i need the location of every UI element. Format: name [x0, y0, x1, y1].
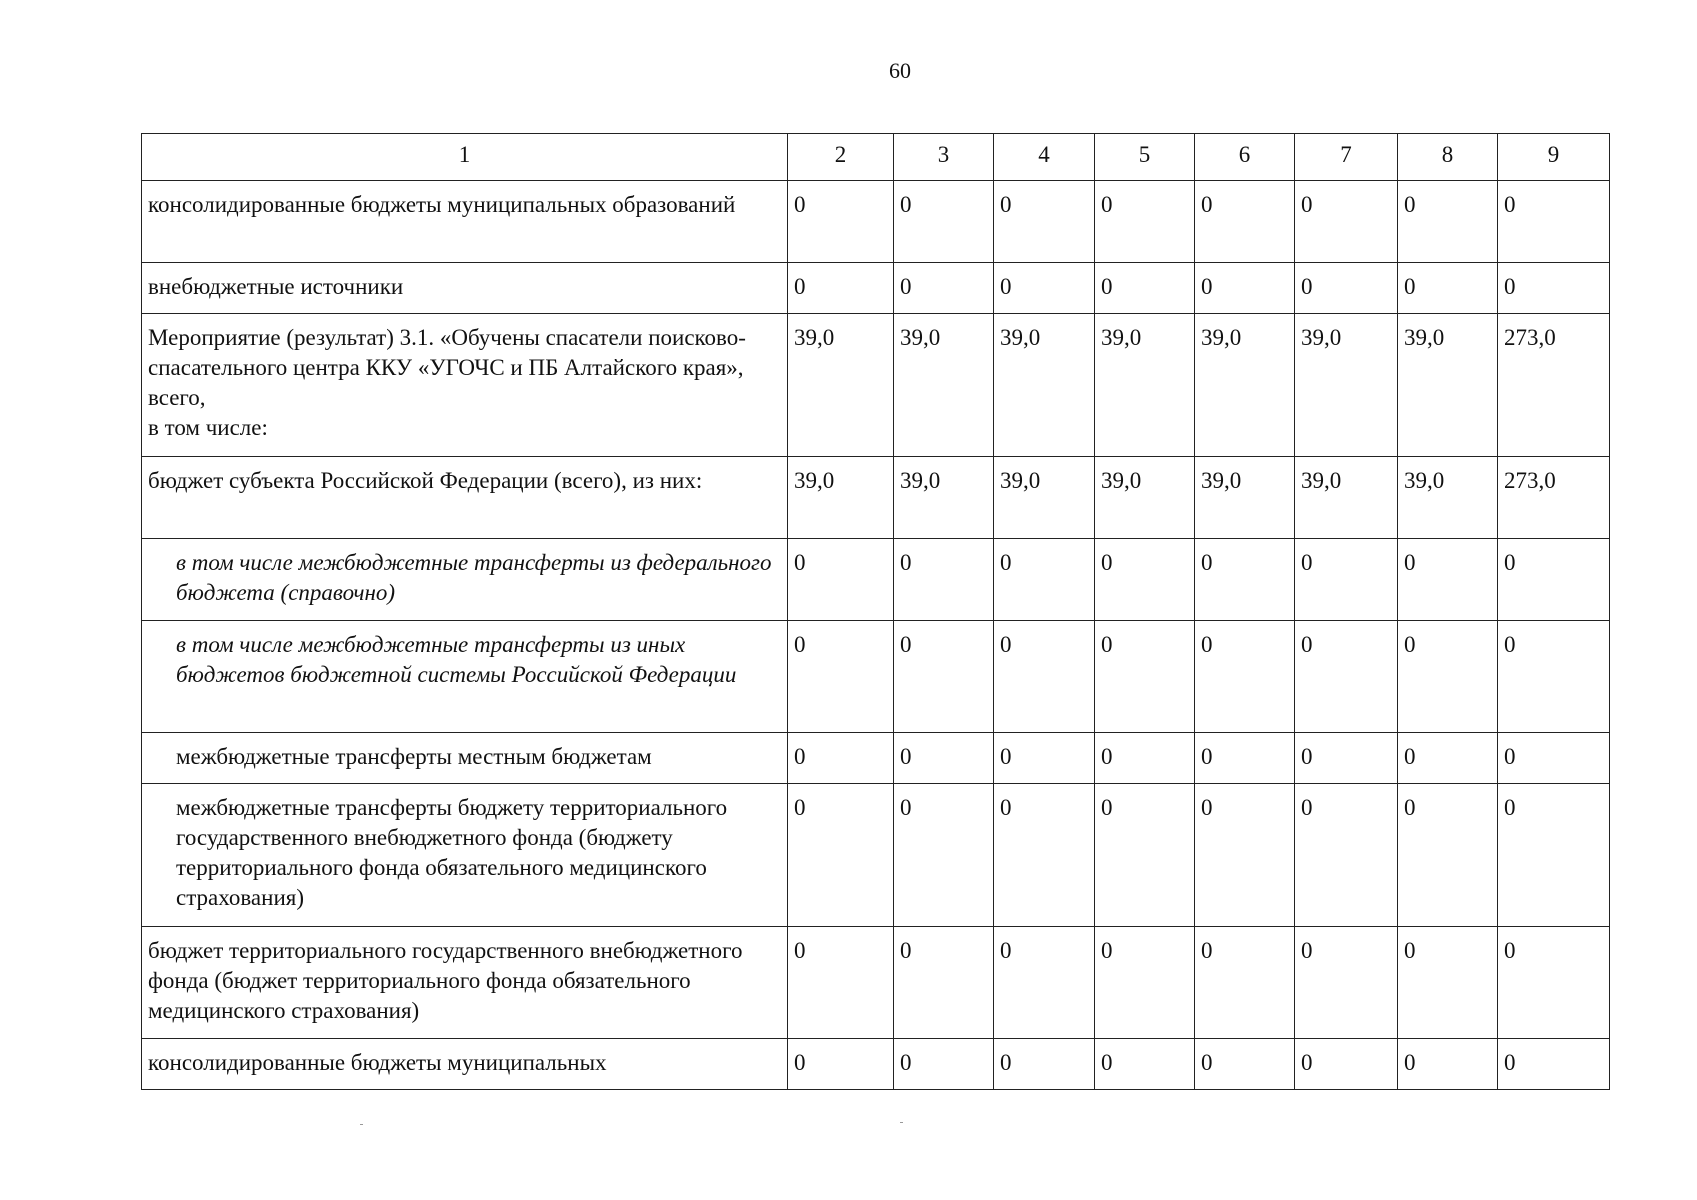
value-cell-col-5: 0	[1095, 181, 1195, 263]
value-cell-col-2: 39,0	[788, 314, 894, 457]
value-cell-col-4: 0	[994, 927, 1095, 1039]
value-cell-col-5: 0	[1095, 733, 1195, 784]
value-cell-col-6: 0	[1195, 539, 1295, 621]
column-header-5: 5	[1095, 134, 1195, 181]
scan-speck	[900, 1122, 903, 1123]
row-label: Мероприятие (результат) 3.1. «Обучены спасатели поисково-спасательного центра ККУ «УГОЧС и ПБ Алтайского края», всего, в том числе:	[142, 314, 788, 457]
value-cell-col-2: 0	[788, 1039, 894, 1090]
value-cell-col-6: 0	[1195, 784, 1295, 927]
value-cell-col-2: 0	[788, 181, 894, 263]
value-cell-col-3: 0	[894, 181, 994, 263]
value-cell-col-4: 0	[994, 1039, 1095, 1090]
value-cell-col-2: 0	[788, 927, 894, 1039]
table-row	[142, 539, 1610, 621]
value-cell-col-6: 0	[1195, 733, 1295, 784]
row-label: межбюджетные трансферты местным бюджетам	[142, 733, 788, 784]
value-cell-col-7: 0	[1295, 927, 1398, 1039]
scan-speck	[360, 1124, 363, 1125]
value-cell-col-8: 0	[1398, 263, 1498, 314]
value-cell-col-4: 0	[994, 539, 1095, 621]
value-cell-col-7: 0	[1295, 733, 1398, 784]
value-cell-col-4: 0	[994, 621, 1095, 733]
value-cell-col-2: 0	[788, 621, 894, 733]
value-cell-col-9: 0	[1498, 733, 1610, 784]
value-cell-col-3: 0	[894, 539, 994, 621]
table-row	[142, 733, 1610, 784]
column-header-3: 3	[894, 134, 994, 181]
value-cell-col-7: 0	[1295, 621, 1398, 733]
row-label: бюджет территориального государственного внебюджетного фонда (бюджет территориального фонда обязательного медицинского страхования)	[142, 927, 788, 1039]
value-cell-col-6: 39,0	[1195, 314, 1295, 457]
column-header-4: 4	[994, 134, 1095, 181]
table-row	[142, 263, 1610, 314]
value-cell-col-7: 0	[1295, 1039, 1398, 1090]
value-cell-col-7: 0	[1295, 263, 1398, 314]
value-cell-col-2: 39,0	[788, 457, 894, 539]
value-cell-col-3: 0	[894, 784, 994, 927]
value-cell-col-5: 0	[1095, 263, 1195, 314]
value-cell-col-8: 0	[1398, 927, 1498, 1039]
value-cell-col-8: 0	[1398, 181, 1498, 263]
value-cell-col-8: 39,0	[1398, 457, 1498, 539]
value-cell-col-7: 0	[1295, 539, 1398, 621]
table-row	[142, 621, 1610, 733]
value-cell-col-3: 0	[894, 927, 994, 1039]
row-label: консолидированные бюджеты муниципальных	[142, 1039, 788, 1090]
table-header	[142, 134, 1610, 181]
value-cell-col-5: 39,0	[1095, 314, 1195, 457]
value-cell-col-9: 273,0	[1498, 457, 1610, 539]
value-cell-col-2: 0	[788, 733, 894, 784]
value-cell-col-7: 0	[1295, 784, 1398, 927]
value-cell-col-3: 39,0	[894, 314, 994, 457]
row-label: консолидированные бюджеты муниципальных образований	[142, 181, 788, 263]
value-cell-col-4: 0	[994, 181, 1095, 263]
value-cell-col-3: 0	[894, 1039, 994, 1090]
value-cell-col-7: 39,0	[1295, 457, 1398, 539]
table-row	[142, 181, 1610, 263]
header-row	[142, 134, 1610, 181]
value-cell-col-4: 0	[994, 263, 1095, 314]
value-cell-col-2: 0	[788, 263, 894, 314]
row-label: в том числе межбюджетные трансферты из иных бюджетов бюджетной системы Российской Федерации	[142, 621, 788, 733]
value-cell-col-4: 39,0	[994, 314, 1095, 457]
value-cell-col-9: 0	[1498, 927, 1610, 1039]
table-row	[142, 927, 1610, 1039]
column-header-7: 7	[1295, 134, 1398, 181]
value-cell-col-3: 0	[894, 621, 994, 733]
value-cell-col-9: 0	[1498, 263, 1610, 314]
value-cell-col-5: 0	[1095, 784, 1195, 927]
value-cell-col-3: 39,0	[894, 457, 994, 539]
row-label: внебюджетные источники	[142, 263, 788, 314]
value-cell-col-6: 0	[1195, 927, 1295, 1039]
value-cell-col-9: 0	[1498, 1039, 1610, 1090]
row-label: межбюджетные трансферты бюджету территориального государственного внебюджетного фонда (бюджету территориального фонда обязательного медицинского страхования)	[142, 784, 788, 927]
value-cell-col-5: 0	[1095, 539, 1195, 621]
value-cell-col-6: 0	[1195, 1039, 1295, 1090]
column-header-6: 6	[1195, 134, 1295, 181]
value-cell-col-4: 0	[994, 733, 1095, 784]
column-header-2: 2	[788, 134, 894, 181]
value-cell-col-5: 39,0	[1095, 457, 1195, 539]
value-cell-col-9: 273,0	[1498, 314, 1610, 457]
value-cell-col-8: 0	[1398, 621, 1498, 733]
value-cell-col-6: 0	[1195, 181, 1295, 263]
column-header-1: 1	[142, 134, 788, 181]
value-cell-col-5: 0	[1095, 1039, 1195, 1090]
value-cell-col-2: 0	[788, 539, 894, 621]
value-cell-col-9: 0	[1498, 539, 1610, 621]
value-cell-col-8: 0	[1398, 539, 1498, 621]
value-cell-col-5: 0	[1095, 927, 1195, 1039]
table-row	[142, 314, 1610, 457]
value-cell-col-4: 39,0	[994, 457, 1095, 539]
value-cell-col-7: 39,0	[1295, 314, 1398, 457]
value-cell-col-6: 39,0	[1195, 457, 1295, 539]
table-row	[142, 1039, 1610, 1090]
value-cell-col-8: 39,0	[1398, 314, 1498, 457]
value-cell-col-8: 0	[1398, 733, 1498, 784]
row-label: в том числе межбюджетные трансферты из федерального бюджета (справочно)	[142, 539, 788, 621]
value-cell-col-7: 0	[1295, 181, 1398, 263]
row-label: бюджет субъекта Российской Федерации (всего), из них:	[142, 457, 788, 539]
value-cell-col-6: 0	[1195, 621, 1295, 733]
value-cell-col-3: 0	[894, 733, 994, 784]
column-header-8: 8	[1398, 134, 1498, 181]
value-cell-col-2: 0	[788, 784, 894, 927]
value-cell-col-8: 0	[1398, 1039, 1498, 1090]
value-cell-col-8: 0	[1398, 784, 1498, 927]
table-body	[142, 181, 1610, 1090]
value-cell-col-9: 0	[1498, 784, 1610, 927]
page-number: 60	[889, 58, 911, 83]
value-cell-col-4: 0	[994, 784, 1095, 927]
table-row	[142, 784, 1610, 927]
value-cell-col-3: 0	[894, 263, 994, 314]
value-cell-col-5: 0	[1095, 621, 1195, 733]
table-row	[142, 457, 1610, 539]
value-cell-col-9: 0	[1498, 621, 1610, 733]
column-header-9: 9	[1498, 134, 1610, 181]
value-cell-col-6: 0	[1195, 263, 1295, 314]
budget-table	[141, 133, 1610, 1090]
value-cell-col-9: 0	[1498, 181, 1610, 263]
